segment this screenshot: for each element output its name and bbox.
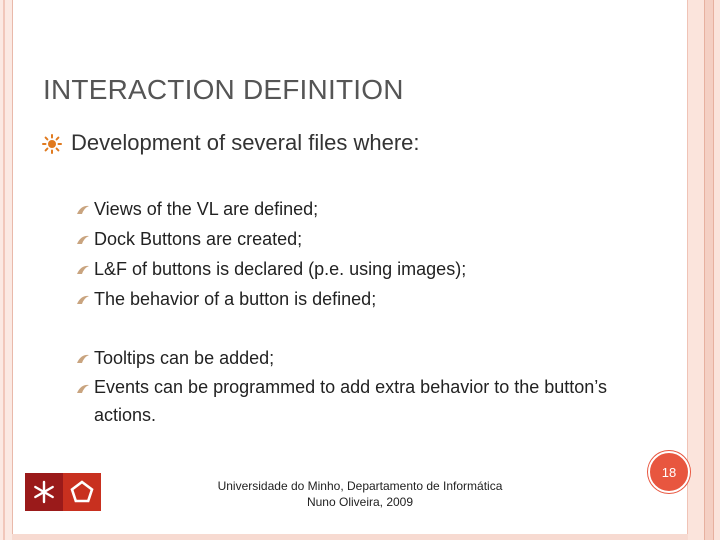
logo-pentagon-block bbox=[63, 473, 101, 511]
wing-bullet-icon bbox=[76, 204, 90, 216]
sub-bullet-list-1 bbox=[76, 194, 466, 314]
logo-asterisk-block bbox=[25, 473, 63, 511]
wing-bullet-icon bbox=[76, 264, 90, 276]
sub-bullet-item bbox=[76, 373, 634, 429]
wing-bullet-icon bbox=[76, 294, 90, 306]
asterisk-icon bbox=[32, 480, 56, 504]
sub-bullet-text: Views of the VL are defined; bbox=[94, 199, 319, 219]
wing-bullet-icon bbox=[76, 353, 90, 365]
sun-bullet-icon bbox=[42, 134, 62, 154]
sub-bullet-item bbox=[76, 254, 466, 284]
sub-bullet-item bbox=[76, 224, 466, 254]
left-frame-border bbox=[0, 0, 13, 540]
main-bullet-text: Development of several files where: bbox=[71, 130, 420, 155]
sub-bullet-text: The behavior of a button is defined; bbox=[94, 289, 377, 309]
sub-bullet-text: L&F of buttons is declared (p.e. using images); bbox=[94, 259, 467, 279]
bottom-frame-border bbox=[12, 534, 688, 540]
footer-line-1: Universidade do Minho, Departamento de Informática bbox=[217, 479, 503, 493]
sub-bullet-text: Events can be programmed to add extra behavior to the button’s actions. bbox=[94, 377, 607, 425]
pentagon-icon bbox=[69, 479, 95, 505]
slide-footer bbox=[180, 478, 540, 510]
sub-bullet-list-2 bbox=[76, 343, 634, 429]
slide-title: INTERACTION DEFINITION bbox=[43, 74, 404, 105]
sub-bullet-text: Tooltips can be added; bbox=[94, 348, 275, 368]
main-bullet bbox=[42, 130, 420, 156]
right-frame-border bbox=[687, 0, 720, 540]
sub-bullet-text: Dock Buttons are created; bbox=[94, 229, 303, 249]
university-logo bbox=[25, 473, 101, 511]
footer-line-2: Nuno Oliveira, 2009 bbox=[306, 495, 414, 509]
sub-bullet-item bbox=[76, 284, 466, 314]
page-number-badge: 18 bbox=[648, 451, 690, 493]
sub-bullet-item bbox=[76, 194, 466, 224]
sub-bullet-item bbox=[76, 343, 634, 373]
right-frame-stripe bbox=[704, 0, 714, 540]
wing-bullet-icon bbox=[76, 234, 90, 246]
wing-bullet-icon bbox=[76, 383, 90, 395]
